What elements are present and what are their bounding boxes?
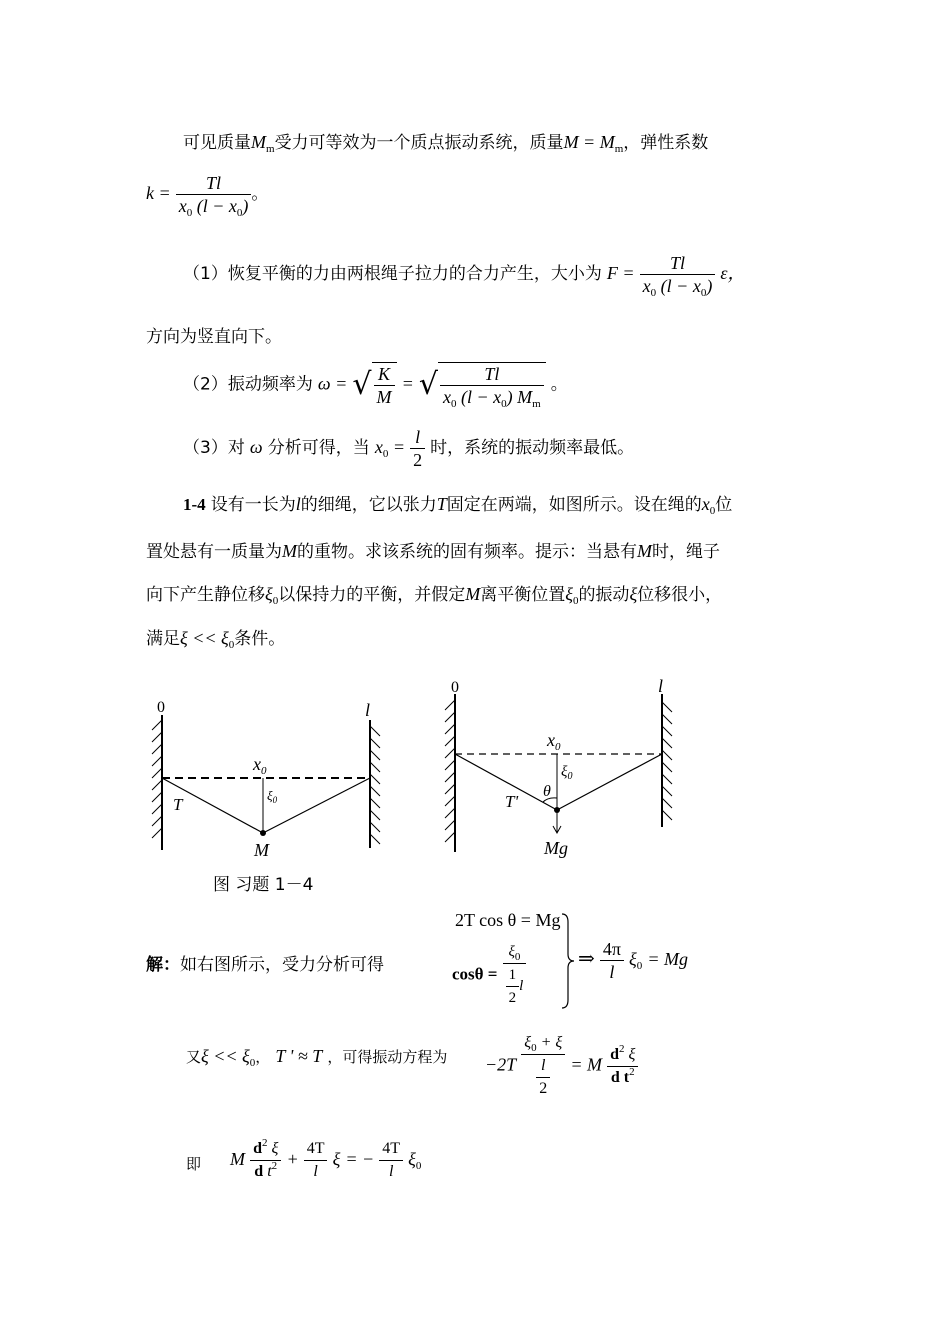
para1-line1 <box>183 128 708 153</box>
fig-right-T: T' <box>505 792 519 811</box>
problem-line4: 满足$\xi << \xi_0$条件。 <box>146 628 286 651</box>
item1-line <box>183 252 746 297</box>
k-num: Tl <box>206 173 222 193</box>
fig-left-l: l <box>365 700 371 720</box>
cos-fraction: $\xi_0$ $\frac{1}{2}$ l <box>503 941 527 1009</box>
p-l3d: 的振动 <box>578 585 630 605</box>
motion-frac: $\frac{\xi_0 + \xi}{\frac{l}{2}}$ <box>521 1032 565 1100</box>
frac-K: K <box>377 364 390 384</box>
motion-derivative: $\frac{d^2 \xi}{d t^2}$ <box>607 1044 638 1089</box>
k-den: $x_0$ $(l - x_0)$ <box>176 194 252 217</box>
fig-left-x0: $x_0$ <box>253 754 267 777</box>
item3-line <box>183 426 634 471</box>
sqrt1 <box>372 362 397 408</box>
figure-right <box>430 672 690 867</box>
item2-end: 。 <box>550 374 568 395</box>
p-l2b: 的重物。求该系统的固有频率。提示：当悬有 <box>297 542 637 562</box>
p-l3e: 位移很小， <box>637 585 723 605</box>
problem-line3: 向下产生静位移$\xi_0$以保持力的平衡，并假定M离平衡位置$\xi_0$的振动ξ位移很小， <box>146 584 723 607</box>
epsilon: ε， <box>720 263 746 283</box>
motion-eq <box>485 1032 638 1100</box>
solution-label: 解： <box>146 955 180 975</box>
item2-line: （2）振动频率为 ω = √ $\frac{K}{M}$ = √ $\frac{Tl}{x_0 (l - x_0) M_m}$ 。 <box>183 364 568 410</box>
k-fraction <box>176 172 252 217</box>
p-l4a: 满足 <box>146 629 180 649</box>
F-den: $x_0$ $(l - x_0)$ <box>640 274 716 297</box>
p-l1a: 设有一长为 <box>210 495 296 515</box>
problem-line2: 置处悬有一质量为M的重物。求该系统的固有频率。提示：当悬有M时，绳子 <box>146 541 720 562</box>
fourpi-over-l: $\frac{4\pi}{l}$ <box>600 938 624 983</box>
item3-text1: 分析可得，当 <box>267 438 370 458</box>
again-text1: 又 <box>186 1048 202 1066</box>
motion-lhs: −2T <box>485 1054 517 1075</box>
problem-number: 1-4 <box>183 495 206 514</box>
sqrt-sign-1: √ <box>352 367 372 402</box>
item1-cont: 方向为竖直向下。 <box>146 327 282 347</box>
p-l2a: 置处悬有一质量为 <box>146 542 282 562</box>
p-l3a: 向下产生静位移 <box>146 585 265 605</box>
figure-caption: 图 习题 1－4 <box>213 875 314 895</box>
ji-label: 即 <box>186 1155 202 1173</box>
again-line: 又$\xi << \xi_0$， T ' ≈ T ，可得振动方程为 <box>186 1046 448 1069</box>
solution-result: ⇒ $\frac{4\pi}{l}$ $\xi_0 = Mg$ <box>578 939 688 982</box>
item2-label: （2）振动频率为 <box>183 374 313 395</box>
figure-left <box>140 690 390 865</box>
x0-eq: $x_0$ = <box>374 437 405 460</box>
p-l2c: 时，绳子 <box>652 542 720 562</box>
F-num: Tl <box>669 253 685 273</box>
solution-label-line <box>146 950 384 975</box>
sqrt2 <box>438 362 546 408</box>
p-l1c: 固定在两端，如图所示。设在绳的 <box>446 495 702 515</box>
p-l4b: 条件。 <box>234 629 286 649</box>
solution-text: 如右图所示，受力分析可得 <box>180 955 384 975</box>
fig-left-xi0: $\xi_0$ <box>267 788 278 805</box>
fig-left-T: T <box>173 795 183 814</box>
final-derivative: $\frac{d^2 \xi}{d t^2}$ <box>250 1138 281 1183</box>
math-Mm: $M_m$ <box>251 132 275 155</box>
frac-Tl: Tl <box>484 364 500 384</box>
item3-omega: ω <box>249 437 263 457</box>
p-l3c: 离平衡位置 <box>480 585 566 605</box>
fig-right-l: l <box>658 676 664 696</box>
para1-intro: 可见质量 <box>183 133 251 153</box>
again-text3: ，可得振动方程为 <box>327 1048 448 1066</box>
fig-right-theta: θ <box>543 783 551 800</box>
final-4T-l-2: $\frac{4T}{l}$ <box>379 1138 403 1183</box>
k-end: 。 <box>251 184 269 204</box>
omega-eq: ω = <box>317 373 348 394</box>
solution-eq2 <box>452 941 526 1009</box>
again-text2: ， <box>255 1048 271 1066</box>
final-eq: M $\frac{d^2 \xi}{d t^2}$ + $\frac{4T}{l}$ ξ = − $\frac{4T}{l}$ $\xi_0$ <box>230 1138 421 1183</box>
final-4T-l: $\frac{4T}{l}$ <box>304 1138 328 1183</box>
para1-mid1: 受力可等效为一个质点振动系统，质量 <box>274 133 564 153</box>
sqrt-sign-2: √ <box>418 367 438 402</box>
final-minus: = − <box>345 1149 375 1169</box>
brace <box>560 912 578 1010</box>
frac-den-2: $x_0$ $(l - x_0)$ $M_m$ <box>440 385 544 408</box>
solution-eq1 <box>455 910 560 931</box>
problem-line1: 1-4 设有一长为l的细绳，它以张力T固定在两端，如图所示。设在绳的$x_0$位 <box>183 494 733 517</box>
item3-label: （3）对 <box>183 438 245 458</box>
implies: ⇒ <box>578 948 595 970</box>
item3-text2: 时，系统的振动频率最低。 <box>430 438 635 458</box>
eq1-text: 2T cos θ = Mg <box>455 910 561 930</box>
result-rhs: = Mg <box>647 949 688 969</box>
again-approx: T ' ≈ T <box>275 1046 323 1066</box>
fig-right-Mg: Mg <box>544 838 568 858</box>
item1-label: （1）恢复平衡的力由两根绳子拉力的合力产生，大小为 <box>183 264 602 284</box>
k-eq: k = <box>146 183 171 203</box>
p-l1b: 的细绳，它以张力 <box>300 495 437 515</box>
F-fraction <box>640 252 716 297</box>
p-l3b: 以保持力的平衡，并假定 <box>278 585 466 605</box>
para1-mid2: ，弹性系数 <box>623 133 709 153</box>
fig-left-M: M <box>254 840 269 860</box>
fig-left-zero: 0 <box>157 699 165 716</box>
l-over-2: $\frac{l}{2}$ <box>410 426 425 471</box>
fig-right-zero: 0 <box>451 679 459 696</box>
p-l1d: 位 <box>715 495 733 515</box>
cos-eq: cosθ = <box>452 964 498 984</box>
frac-M: M <box>374 385 395 408</box>
fig-right-xi0: $\xi_0$ <box>561 764 573 782</box>
math-M-eq-Mm: $M = M_m$ <box>563 132 624 155</box>
motion-eq-M: = M <box>570 1054 603 1075</box>
F-eq: F = <box>606 263 635 283</box>
k-formula <box>146 172 268 217</box>
fig-right-x0: $x_0$ <box>547 730 561 753</box>
